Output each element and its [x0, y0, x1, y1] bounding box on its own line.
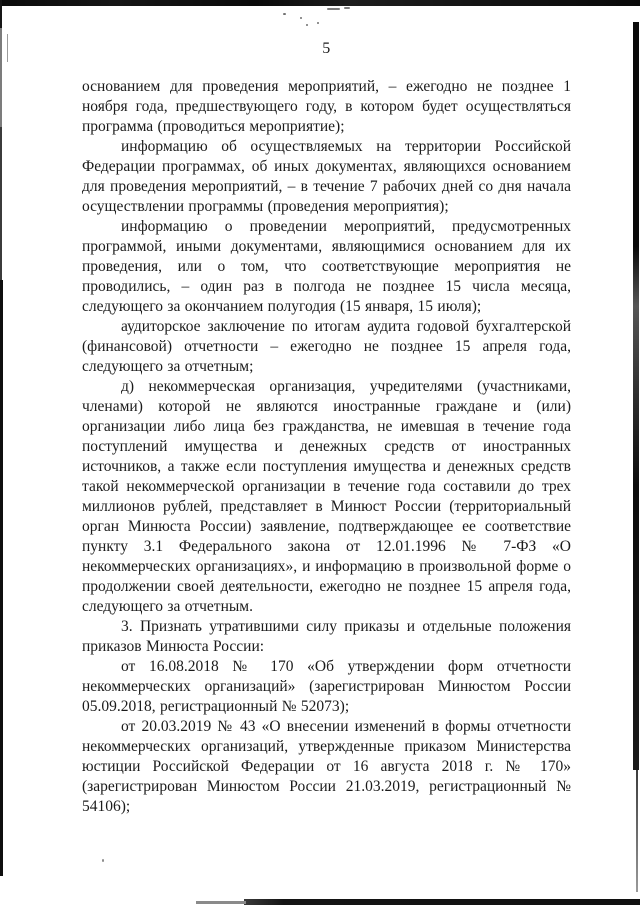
paragraph-continuation: основанием для проведения мероприятий, – ежегодно не позднее 1 ноября года, предшествующего году, в котором будет осуществляться программа (проводиться мероприятие);	[82, 78, 571, 135]
scan-edge-bottom-bar	[244, 899, 640, 905]
scan-edge-left-tick	[7, 34, 8, 62]
paragraph: аудиторское заключение по итогам аудита годовой бухгалтерской (финансовой) отчетности – ежегодно не позднее 15 апреля года, следующего за отчетным;	[82, 318, 571, 375]
paragraph: информацию об осуществляемых на территории Российской Федерации программах, об иных документах, являющихся основанием для проведения мероприятий, – в течение 7 рабочих дней со дня начала осуществлении программы (проведения мероприятия);	[82, 138, 571, 215]
paragraph: 3. Признать утратившими силу приказы и отдельные положения приказов Минюста России:	[82, 618, 571, 655]
scan-edge-right-bar	[633, 22, 639, 770]
scan-speck-dash	[344, 7, 350, 9]
scan-speck	[102, 859, 104, 862]
scan-edge-right-tail	[636, 770, 638, 892]
paragraph: от 20.03.2019 № 43 «О внесении изменений в формы отчетности некоммерческих организаций, утвержденные приказом Министерства юстиции Российской Федерации от 16 августа 2018 г. № 170» (зарегистрирован Минюстом России 21.03.2019, регистрационный № 54106);	[82, 718, 571, 815]
scan-edge-left-line	[0, 0, 2, 282]
scan-speck	[306, 24, 308, 26]
scan-speck-dash	[327, 8, 340, 10]
page-number: 5	[322, 40, 331, 57]
scan-speck	[317, 22, 319, 24]
paragraph: от 16.08.2018 № 170 «Об утверждении форм отчетности некоммерческих организаций» (зарегистрирован Минюстом России 05.09.2018, регистрационный № 52073);	[82, 658, 571, 715]
paragraph: д) некоммерческая организация, учредителями (участниками, членами) которой не являются иностранные граждане и (или) организации либо лица без гражданства, не имевшая в течение года поступлений имущества и денежных средств от иностранных источников, а также если поступления имущества и денежных средств такой некоммерческой организации в течение года составили до трех миллионов рублей, представляет в Минюст России (территориальный орган Минюста России) заявление, подтверждающее ее соответствие пункту 3.1 Федерального закона от 12.01.1996 № 7-ФЗ «О некоммерческих организациях», и информацию в произвольной форме о продолжении своей деятельности, ежегодно не позднее 15 апреля года, следующего за отчетным.	[82, 378, 571, 615]
paragraph: информацию о проведении мероприятий, предусмотренных программой, иными документами, являющимися основанием для их проведения, или о том, что соответствующие мероприятия не проводились, – один раз в полгода не позднее 15 числа месяца, следующего за окончанием полугодия (15 января, 15 июля);	[82, 218, 571, 315]
document-text	[82, 77, 571, 817]
scan-edge-top-bar	[0, 0, 640, 6]
scan-edge-left-line-thick	[0, 280, 3, 876]
scan-edge-bottom-bar-light	[196, 901, 246, 904]
scan-speck	[300, 17, 302, 19]
scan-speck	[283, 13, 286, 15]
